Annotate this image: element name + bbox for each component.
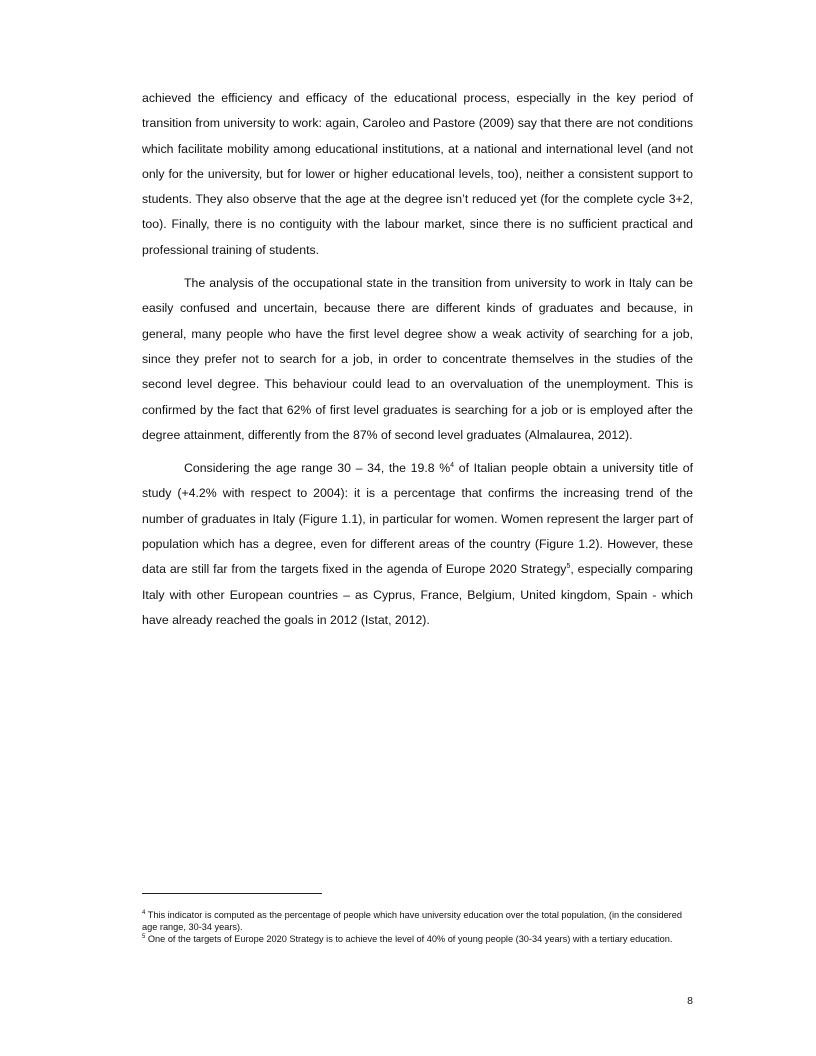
- footnote-ref-5: 5: [566, 563, 571, 571]
- footnote-5-text: One of the targets of Europe 2020 Strategy is to achieve the level of 40% of young people (30-34 years) with a tertiary education.: [145, 934, 673, 944]
- paragraph-3-part-2: of Italian people obtain a university title of study (+4.2% with respect to 2004): it is a percentage that confirms the increasing trend of the number of graduates in Italy (Figure 1.1), in particular for women. Women represent the larger part of population which has a degree, even for different areas of the country (Figure 1.2). However, these data are still far from the targets fixed in the agenda of Europe 2020 Strategy: [142, 461, 693, 577]
- footnote-5-marker: 5: [142, 933, 146, 940]
- paragraph-3-part-1: Considering the age range 30 – 34, the 19.8 %: [184, 461, 451, 476]
- footnotes: [142, 909, 693, 945]
- footnote-ref-4: 4: [450, 462, 455, 470]
- paragraph-1: achieved the efficiency and efficacy of the educational process, especially in the key period of transition from university to work: again, Caroleo and Pastore (2009) say that there are not conditions which facilitate mobility among educational institutions, at a national and international level (and not only for the university, but for lower or higher educational levels, too), neither a consistent support to students. They also observe that the age at the degree isn’t reduced yet (for the complete cycle 3+2, too). Finally, there is no contiguity with the labour market, since there is no sufficient practical and professional training of students.: [142, 91, 693, 257]
- body-text: [142, 86, 693, 641]
- paragraph-2: The analysis of the occupational state in the transition from university to work in Italy can be easily confused and uncertain, because there are different kinds of graduates and because, in general, many people who have the first level degree show a weak activity of searching for a job, since they prefer not to search for a job, in order to concentrate themselves in the studies of the second level degree. This behaviour could lead to an overvaluation of the unemployment. This is confirmed by the fact that 62% of first level graduates is searching for a job or is employed after the degree attainment, differently from the 87% of second level graduates (Almalaurea, 2012).: [142, 276, 693, 442]
- footnote-4: [142, 909, 693, 933]
- footnote-separator: [142, 893, 322, 894]
- footnote-4-text: This indicator is computed as the percentage of people which have university education over the total population, (in the considered age range, 30-34 years).: [142, 910, 682, 932]
- page-number: 8: [687, 995, 693, 1007]
- paragraph-3: [142, 456, 693, 633]
- footnote-5: [142, 933, 693, 945]
- paragraph-3-part-3: , especially comparing Italy with other European countries – as Cyprus, France, Belgium, United kingdom, Spain - which have already reached the goals in 2012 (Istat, 2012).: [142, 562, 693, 627]
- footnote-4-marker: 4: [142, 909, 146, 916]
